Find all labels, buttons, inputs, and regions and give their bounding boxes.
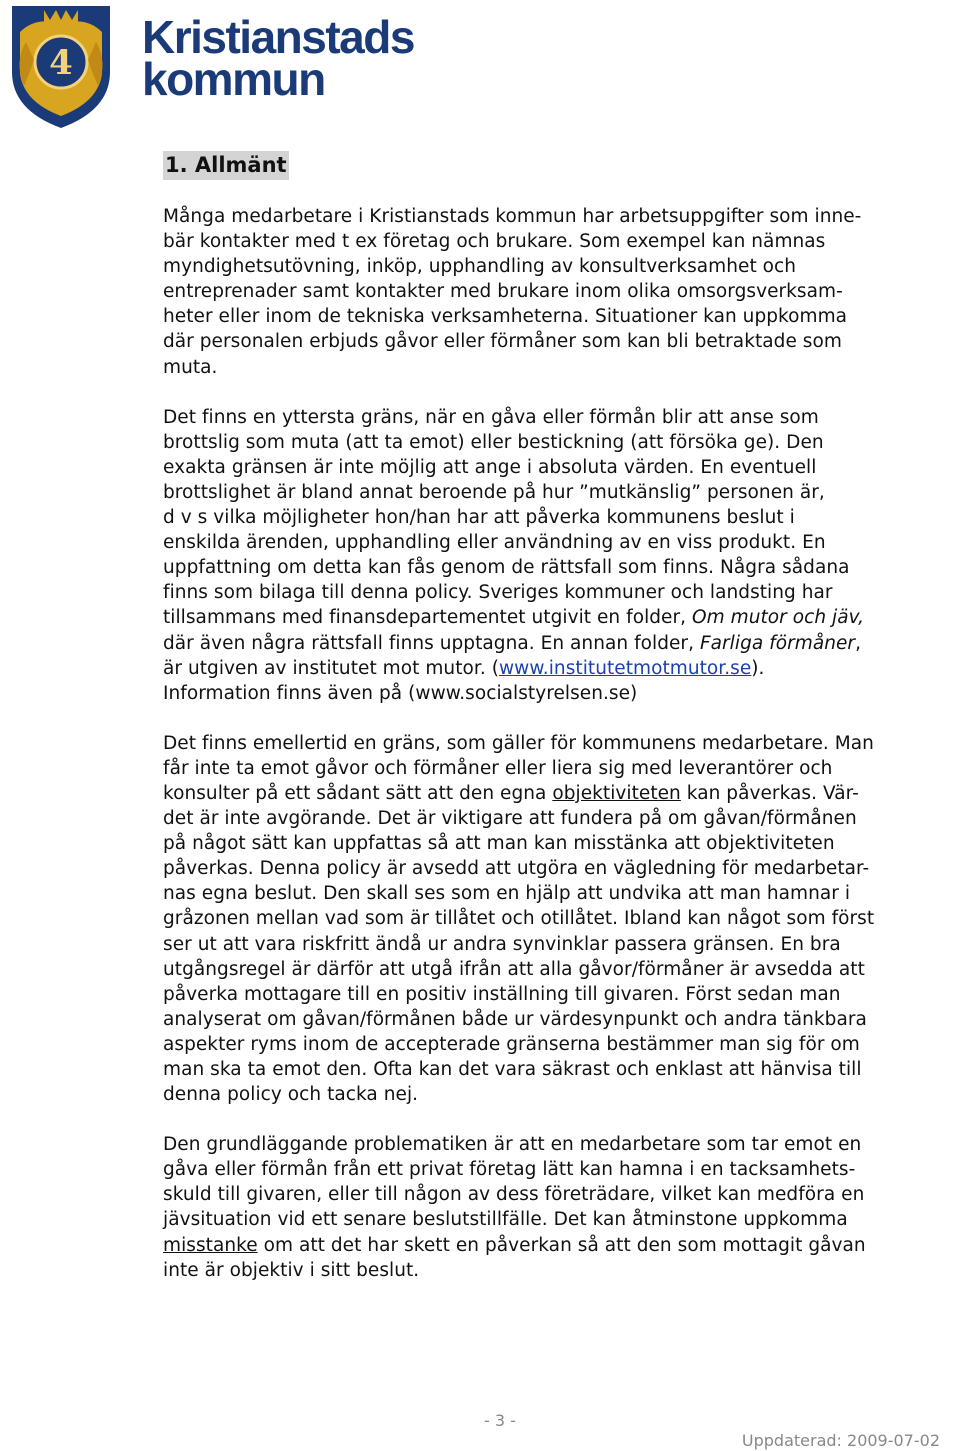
- logo-wordmark: [142, 11, 414, 105]
- text-segment: ).: [751, 657, 765, 679]
- text-line: denna policy och tacka nej.: [163, 1084, 419, 1106]
- text-segment: konsulter på ett sådant sätt att den egna: [163, 782, 553, 804]
- text-line: brottslig som muta (att ta emot) eller bestickning (att försöka ge). Den: [163, 431, 824, 453]
- text-line: brottslighet är bland annat beroende på hur ”mutkänslig” personen är,: [163, 481, 825, 503]
- section-title: 1. Allmänt: [163, 151, 289, 180]
- logo-line-2: kommun: [142, 53, 325, 105]
- text-line: [163, 1233, 958, 1258]
- folder-title-farliga-formaner: Farliga förmåner: [699, 632, 856, 654]
- text-line: enskilda ärenden, upphandling eller användning av en viss produkt. En: [163, 532, 826, 554]
- text-line: [163, 781, 958, 806]
- text-line: får inte ta emot gåvor och förmåner eller liera sig med leverantörer och: [163, 757, 833, 779]
- paragraph-1: [163, 204, 958, 380]
- text-line: Det finns emellertid en gräns, som gäller för kommunens medarbetare. Man: [163, 732, 874, 754]
- text-line: Det finns en yttersta gräns, när en gåva eller förmån blir att anse som: [163, 406, 819, 428]
- text-line: uppfattning om detta kan fås genom de rättsfall som finns. Några sådana: [163, 557, 850, 579]
- text-line: exakta gränsen är inte möjlig att ange i absoluta värden. En eventuell: [163, 456, 817, 478]
- crest-numeral: 4: [49, 43, 73, 83]
- text-line: påverka mottagare till en positiv inställning till givaren. Först sedan man: [163, 983, 841, 1005]
- text-line: d v s vilka möjligheter hon/han har att påverka kommunens beslut i: [163, 507, 795, 529]
- text-line: aspekter ryms inom de accepterade gränserna bestämmer man sig för om: [163, 1033, 860, 1055]
- text-line: ser ut att vara riskfritt ändå ur andra synvinklar passera gränsen. En bra: [163, 933, 841, 955]
- text-line: gråzonen mellan vad som är tillåtet och otillåtet. Ibland kan något som först: [163, 908, 875, 930]
- text-line: man ska ta emot den. Ofta kan det vara säkrast och enklast att hänvisa till: [163, 1059, 862, 1080]
- text-line: inte är objektiv i sitt beslut.: [163, 1259, 420, 1281]
- text-line: [163, 656, 958, 681]
- text-line: på något sätt kan uppfattas så att man kan misstänka att objektiviteten: [163, 833, 835, 855]
- text-line: gåva eller förmån från ett privat företag lätt kan hamna i en tacksamhets-: [163, 1159, 856, 1181]
- text-line: bär kontakter med t ex företag och brukare. Som exempel kan nämnas: [163, 231, 826, 253]
- text-line: Många medarbetare i Kristianstads kommun har arbetsuppgifter som inne-: [163, 206, 862, 227]
- text-line: analyserat om gåvan/förmånen både ur värdesynpunkt och andra tänkbara: [163, 1008, 867, 1030]
- text-line: muta.: [163, 356, 218, 378]
- folder-title-om-mutor: Om mutor och jäv,: [692, 607, 865, 629]
- text-line: [163, 605, 958, 630]
- text-line: heter eller inom de tekniska verksamheterna. Situationer kan uppkomma: [163, 306, 848, 328]
- text-segment: är utgiven av institutet mot mutor. (: [163, 657, 499, 679]
- text-segment: kan påverkas. Vär-: [680, 782, 859, 804]
- text-segment: ,: [855, 632, 862, 654]
- text-segment: där även några rättsfall finns upptagna. En annan folder,: [163, 632, 700, 654]
- page-number: - 3 -: [484, 1411, 516, 1430]
- logo-line-1: Kristianstads: [142, 11, 414, 63]
- underlined-term-objektiviteten: objektiviteten: [552, 782, 681, 804]
- institutet-mot-mutor-link[interactable]: www.institutetmotmutor.se: [498, 657, 752, 679]
- municipality-logo: [6, 2, 426, 130]
- updated-date: Uppdaterad: 2009-07-02: [741, 1431, 940, 1450]
- text-line: Information finns även på (www.socialstyrelsen.se): [163, 682, 638, 704]
- text-line: myndighetsutövning, inköp, upphandling av konsultverksamhet och: [163, 256, 797, 278]
- paragraph-4: [163, 1132, 958, 1283]
- text-line: nas egna beslut. Den skall ses som en hjälp att undvika att man hamnar i: [163, 883, 851, 905]
- text-line: jävsituation vid ett senare beslutstillfälle. Det kan åtminstone uppkomma: [163, 1209, 848, 1231]
- paragraph-3: [163, 731, 958, 1107]
- text-line: entreprenader samt kontakter med brukare inom olika omsorgsverksam-: [163, 281, 843, 303]
- text-line: påverkas. Denna policy är avsedd att utgöra en vägledning för medarbetar-: [163, 858, 870, 880]
- text-line: utgångsregel är därför att utgå ifrån att alla gåvor/förmåner är avsedda att: [163, 958, 865, 980]
- text-line: det är inte avgörande. Det är viktigare att fundera på om gåvan/förmånen: [163, 808, 857, 830]
- text-line: skuld till givaren, eller till någon av dess företrädare, vilket kan medföra en: [163, 1184, 865, 1206]
- coat-of-arms-icon: [6, 2, 116, 130]
- text-line: Den grundläggande problematiken är att en medarbetare som tar emot en: [163, 1134, 862, 1156]
- underlined-term-misstanke: misstanke: [163, 1234, 258, 1256]
- text-segment: om att det har skett en påverkan så att den som mottagit gåvan: [257, 1234, 866, 1256]
- text-segment: tillsammans med finansdepartementet utgivit en folder,: [163, 607, 693, 629]
- document-body: [163, 204, 958, 1308]
- text-line: där personalen erbjuds gåvor eller förmåner som kan bli betraktade som: [163, 331, 842, 353]
- text-line: finns som bilaga till denna policy. Sveriges kommuner och landsting har: [163, 582, 833, 604]
- paragraph-2: [163, 405, 958, 706]
- text-line: [163, 631, 958, 656]
